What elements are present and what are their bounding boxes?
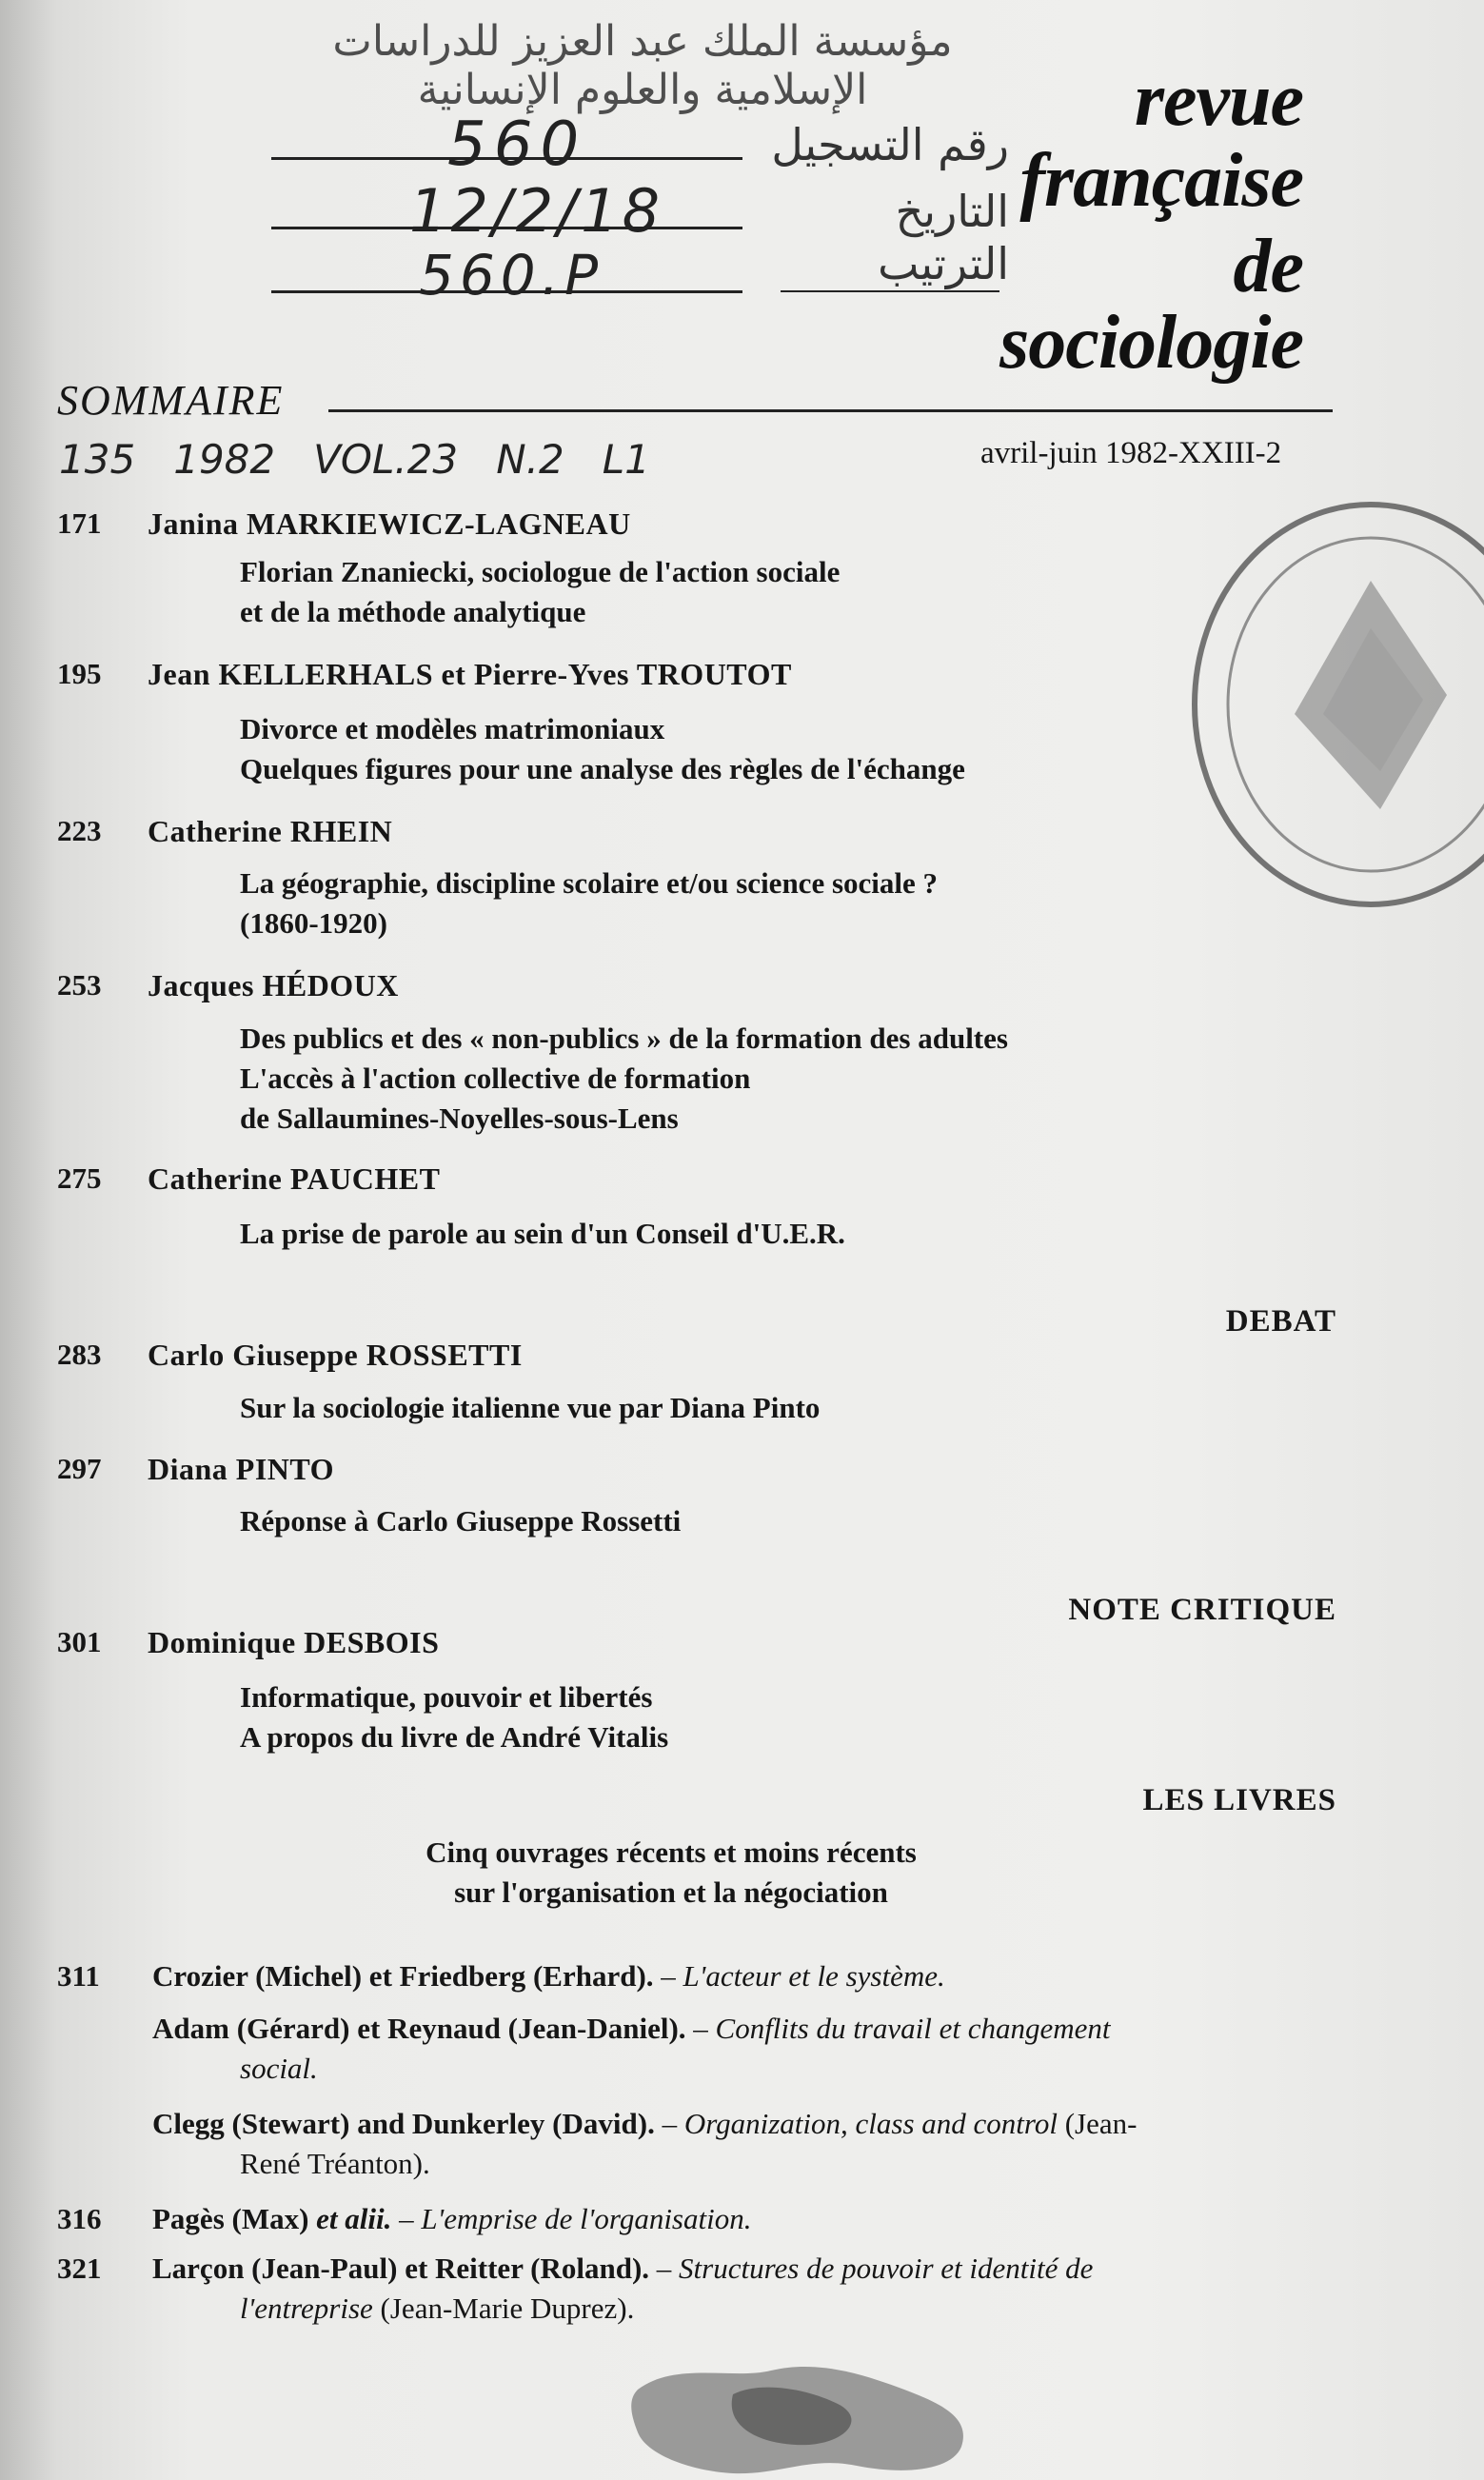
book-title: Structures de pouvoir et identité de bbox=[679, 2252, 1094, 2285]
registration-date: 12/2/18 bbox=[409, 176, 664, 246]
journal-title-line-1: revue bbox=[1134, 58, 1303, 142]
section-heading-les-livres: LES LIVRES bbox=[1142, 1783, 1336, 1817]
book-dash: – bbox=[653, 1959, 683, 1993]
label-registration-number: رقم التسجيل bbox=[771, 119, 1009, 170]
article-author: Carlo Giuseppe ROSSETTI bbox=[148, 1338, 523, 1372]
library-seal-icon bbox=[1190, 495, 1484, 914]
book-authors: Clegg (Stewart) and Dunkerley (David). bbox=[152, 2107, 655, 2140]
article-page-number: 195 bbox=[57, 657, 102, 690]
book-authors: Adam (Gérard) et Reynaud (Jean-Daniel). bbox=[152, 2012, 686, 2045]
article-title-line: Sur la sociologie italienne vue par Diana Pinto bbox=[240, 1391, 821, 1424]
article-title-line: Informatique, pouvoir et libertés bbox=[240, 1680, 653, 1714]
book-reviewer: (Jean- bbox=[1057, 2107, 1138, 2140]
book-reviewer-continued: René Tréanton). bbox=[240, 2147, 430, 2180]
book-authors: Larçon (Jean-Paul) et Reitter (Roland). bbox=[152, 2252, 650, 2285]
book-entry bbox=[152, 1956, 1342, 1996]
article-author: Dominique DESBOIS bbox=[148, 1625, 440, 1659]
article-page-number: 223 bbox=[57, 814, 102, 847]
registration-line-4 bbox=[781, 290, 999, 292]
book-et-alii: et alii. bbox=[308, 2202, 392, 2235]
book-entry bbox=[152, 2009, 1342, 2089]
article-title-line: Des publics et des « non-publics » de la formation des adultes bbox=[240, 1022, 1008, 1055]
article-title-line: Divorce et modèles matrimoniaux bbox=[240, 712, 665, 745]
article-author: Jean KELLERHALS et Pierre-Yves TROUTOT bbox=[148, 657, 792, 691]
article-page-number: 301 bbox=[57, 1625, 102, 1658]
article-title-line: (1860-1920) bbox=[240, 906, 387, 940]
article-author: Catherine RHEIN bbox=[148, 814, 393, 848]
article-page-number: 171 bbox=[57, 506, 102, 540]
book-dash: – bbox=[649, 2252, 680, 2285]
article-title-line: La prise de parole au sein d'un Conseil d'U.E.R. bbox=[240, 1217, 845, 1250]
book-title-continued: social. bbox=[240, 2052, 318, 2085]
article-title-line: La géographie, discipline scolaire et/ou science sociale ? bbox=[240, 866, 939, 900]
book-authors: Crozier (Michel) et Friedberg (Erhard). bbox=[152, 1959, 654, 1993]
issue-date: avril-juin 1982-XXIII-2 bbox=[980, 436, 1282, 470]
registration-number: 560 bbox=[447, 109, 587, 180]
arabic-institution-header: مؤسسة الملك عبد العزيز للدراسات الإسلامية والعلوم الإنسانية bbox=[332, 17, 953, 114]
book-page-number: 321 bbox=[57, 2252, 102, 2285]
journal-title-line-4: sociologie bbox=[999, 301, 1303, 385]
handwritten-issue-info: 135 1982 VOL.23 N.2 L1 bbox=[59, 436, 650, 483]
book-title: L'acteur et le système. bbox=[683, 1959, 945, 1993]
article-author: Janina MARKIEWICZ-LAGNEAU bbox=[148, 506, 631, 541]
book-entry bbox=[152, 2104, 1342, 2184]
article-page-number: 275 bbox=[57, 1161, 102, 1195]
label-registration-date: التاريخ bbox=[895, 186, 1009, 237]
article-title-line: et de la méthode analytique bbox=[240, 595, 586, 628]
book-authors: Pagès (Max) bbox=[152, 2202, 309, 2235]
book-page-number: 316 bbox=[57, 2202, 102, 2235]
journal-title-line-2: française bbox=[1019, 139, 1303, 223]
sommaire-heading: SOMMAIRE bbox=[57, 377, 285, 424]
article-author: Catherine PAUCHET bbox=[148, 1161, 441, 1196]
article-page-number: 283 bbox=[57, 1338, 102, 1371]
article-title-line: A propos du livre de André Vitalis bbox=[240, 1720, 669, 1754]
book-title: Conflits du travail et changement bbox=[715, 2012, 1111, 2045]
book-reviewer: (Jean-Marie Duprez). bbox=[372, 2292, 635, 2325]
article-author: Jacques HÉDOUX bbox=[148, 968, 399, 1002]
label-registration-class: الترتيب bbox=[878, 238, 1009, 289]
book-dash: – bbox=[391, 2202, 422, 2235]
livres-intro-line: Cinq ouvrages récents et moins récents bbox=[425, 1835, 917, 1869]
article-title-line: Florian Znaniecki, sociologue de l'action sociale bbox=[240, 555, 841, 588]
article-title-line: L'accès à l'action collective de formation bbox=[240, 1061, 751, 1095]
article-title-line: de Sallaumines-Noyelles-sous-Lens bbox=[240, 1101, 679, 1135]
article-page-number: 297 bbox=[57, 1452, 102, 1485]
article-title-line: Quelques figures pour une analyse des règles de l'échange bbox=[240, 752, 965, 785]
book-dash: – bbox=[654, 2107, 684, 2140]
livres-intro-line: sur l'organisation et la négociation bbox=[454, 1875, 888, 1909]
book-title: L'emprise de l'organisation. bbox=[421, 2202, 752, 2235]
ink-blot bbox=[619, 2351, 980, 2480]
article-page-number: 253 bbox=[57, 968, 102, 1002]
sommaire-rule bbox=[328, 409, 1333, 412]
book-title-continued: l'entreprise bbox=[240, 2292, 373, 2325]
book-dash: – bbox=[685, 2012, 716, 2045]
section-heading-note-critique: NOTE CRITIQUE bbox=[1068, 1593, 1336, 1627]
article-author: Diana PINTO bbox=[148, 1452, 335, 1486]
book-title: Organization, class and control bbox=[683, 2107, 1058, 2140]
book-entry bbox=[152, 2199, 1342, 2239]
journal-title-line-3: de bbox=[1233, 225, 1303, 308]
article-title-line: Réponse à Carlo Giuseppe Rossetti bbox=[240, 1504, 682, 1538]
book-entry bbox=[152, 2249, 1342, 2329]
book-page-number: 311 bbox=[57, 1959, 100, 1993]
book-title-continued-line bbox=[152, 2289, 1342, 2329]
section-heading-debat: DEBAT bbox=[1225, 1304, 1336, 1339]
registration-class: 560.P bbox=[419, 243, 604, 308]
